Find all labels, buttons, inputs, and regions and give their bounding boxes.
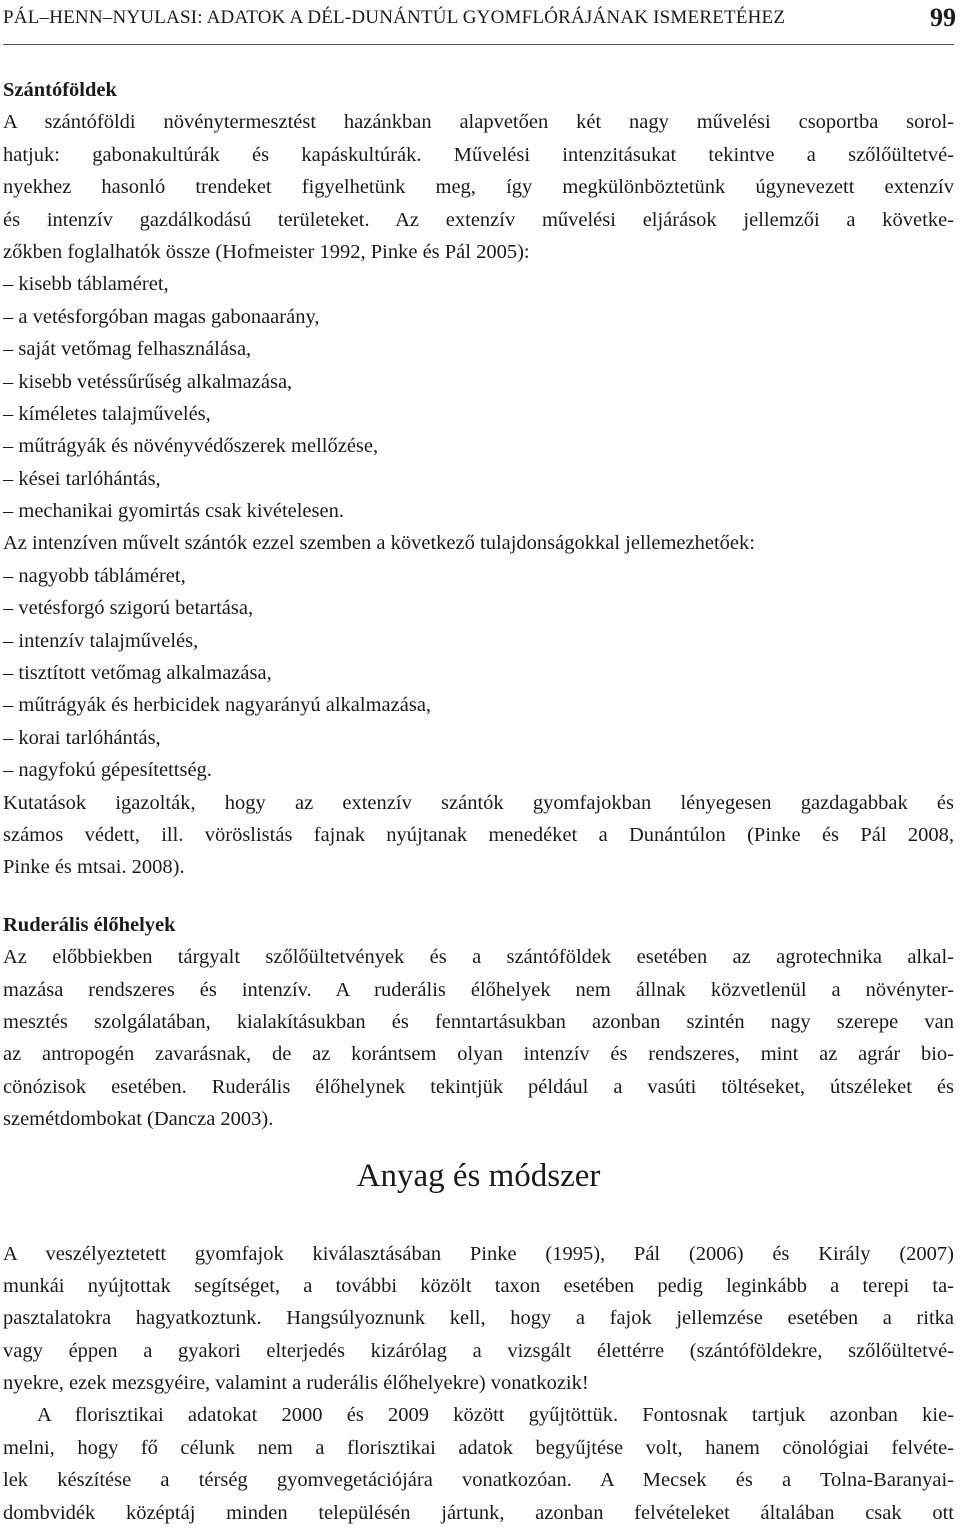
paragraph-line: A florisztikai adatokat 2000 és 2009 között gyűjtöttük. Fontosnak tartjuk azonban kie- bbox=[37, 1404, 954, 1427]
section-spacer bbox=[3, 1214, 954, 1238]
paragraph-line: nyekhez hasonló trendeket figyelhetünk meg, így megkülönböztetünk úgynevezett extenzív bbox=[3, 176, 954, 199]
section-title-block bbox=[3, 1136, 954, 1214]
paragraph-line: zőkben foglalhatók össze (Hofmeister 1992, Pinke és Pál 2005): bbox=[3, 240, 530, 263]
paragraph-line: cönózisok esetében. Ruderális élőhelynek tekintjük például a vasúti töltéseket, útszéleket és bbox=[3, 1075, 954, 1098]
list-item: – mechanikai gyomirtás csak kivételesen. bbox=[3, 500, 344, 523]
list-item: – műtrágyák és herbicidek nagyarányú alkalmazása, bbox=[3, 694, 432, 717]
paragraph-line: Pinke és mtsai. 2008). bbox=[3, 856, 185, 879]
list-item: – műtrágyák és növényvédőszerek mellőzése, bbox=[3, 435, 379, 458]
paragraph-line: mesztés szolgálatában, kialakításukban és fenntartásukban azonban szintén nagy szerepe van bbox=[3, 1010, 954, 1033]
paragraph-line: számos védett, ill. vöröslistás fajnak nyújtanak menedéket a Dunántúlon (Pinke és Pál 2008, bbox=[3, 823, 954, 846]
list-item: – intenzív talajművelés, bbox=[3, 629, 199, 652]
paragraph-line: A szántóföldi növénytermesztést hazánkban alapvetően két nagy művelési csoportba sorol- bbox=[3, 111, 954, 134]
list-item: – kisebb táblaméret, bbox=[3, 273, 169, 296]
paragraph-line: dombvidék középtáj minden településén jártunk, azonban felvételeket általában csak ott bbox=[3, 1501, 954, 1524]
section-spacer bbox=[3, 884, 954, 909]
list-item: – korai tarlóhántás, bbox=[3, 726, 161, 749]
paragraph-line: melni, hogy fő célunk nem a florisztikai adatok begyűjtése volt, hanem cönológiai felvéte- bbox=[3, 1436, 954, 1459]
list-item: – kisebb vetéssűrűség alkalmazása, bbox=[3, 370, 293, 393]
paragraph-line: az antropogén zavarásnak, de az korántsem olyan intenzív és rendszeres, mint az agrár bio- bbox=[3, 1043, 954, 1066]
paragraph-line: hatjuk: gabonakultúrák és kapáskultúrák. Művelési intenzitásukat tekintve a szőlőültetvé- bbox=[3, 143, 954, 166]
paragraph-line: mazása rendszeres és intenzív. A ruderális élőhelyek nem állnak közvetlenül a növényter- bbox=[3, 978, 954, 1001]
paragraph-line: Az intenzíven művelt szántók ezzel szemben a következő tulajdonságokkal jellemezhetőek: bbox=[3, 532, 755, 555]
list-item: – kései tarlóhántás, bbox=[3, 467, 161, 490]
paragraph-line: A veszélyeztetett gyomfajok kiválasztásában Pinke (1995), Pál (2006) és Király (2007) bbox=[3, 1242, 954, 1265]
paragraph-line: vagy éppen a gyakori elterjedés kizárólag a vizsgált élettérre (szántóföldekre, szőlőültetvé- bbox=[3, 1339, 954, 1362]
list-item: – nagyobb tábláméret, bbox=[3, 564, 186, 587]
list-item: – saját vetőmag felhasználása, bbox=[3, 338, 252, 361]
section-heading-ruderalis: Ruderális élőhelyek bbox=[3, 913, 176, 936]
paragraph-line: és intenzív gazdálkodású területeket. Az extenzív művelési eljárások jellemzői a követke- bbox=[3, 208, 954, 231]
paragraph-line: munkái nyújtottak segítséget, a további közölt taxon esetében pedig leginkább a terepi ta- bbox=[3, 1274, 954, 1297]
page-content bbox=[3, 74, 954, 1529]
paragraph-line: Az előbbiekben tárgyalt szőlőültetvények és a szántóföldek esetében az agrotechnika alkal- bbox=[3, 946, 954, 969]
list-item: – a vetésforgóban magas gabonaarány, bbox=[3, 305, 320, 328]
list-item: – kíméletes talajművelés, bbox=[3, 402, 211, 425]
page-header bbox=[3, 0, 954, 45]
list-item: – vetésforgó szigorú betartása, bbox=[3, 597, 254, 620]
paragraph-line: lek készítése a térség gyomvegetációjára vonatkozóan. A Mecsek és a Tolna-Baranyai- bbox=[3, 1469, 954, 1492]
section-title: Anyag és módszer bbox=[356, 1157, 601, 1194]
running-head: PÁL–HENN–NYULASI: ADATOK A DÉL-DUNÁNTÚL GYOMFLÓRÁJÁNAK ISMERETÉHEZ bbox=[3, 7, 786, 28]
page-number: 99 bbox=[930, 3, 956, 32]
paragraph-line: pasztalatokra hagyatkoztunk. Hangsúlyoznunk kell, hogy a fajok jellemzése esetében a ritka bbox=[3, 1307, 954, 1330]
list-item: – nagyfokú gépesítettség. bbox=[3, 759, 212, 782]
paragraph-line: nyekre, ezek mezsgyéire, valamint a ruderális élőhelyekre) vonatkozik! bbox=[3, 1372, 589, 1395]
paragraph-line: szemétdombokat (Dancza 2003). bbox=[3, 1108, 274, 1131]
paragraph-line: Kutatások igazolták, hogy az extenzív szántók gyomfajokban lényegesen gazdagabbak és bbox=[3, 791, 954, 814]
document-page bbox=[3, 0, 956, 1524]
list-item: – tisztított vetőmag alkalmazása, bbox=[3, 662, 272, 685]
section-heading-szantofoldek: Szántóföldek bbox=[3, 79, 117, 101]
